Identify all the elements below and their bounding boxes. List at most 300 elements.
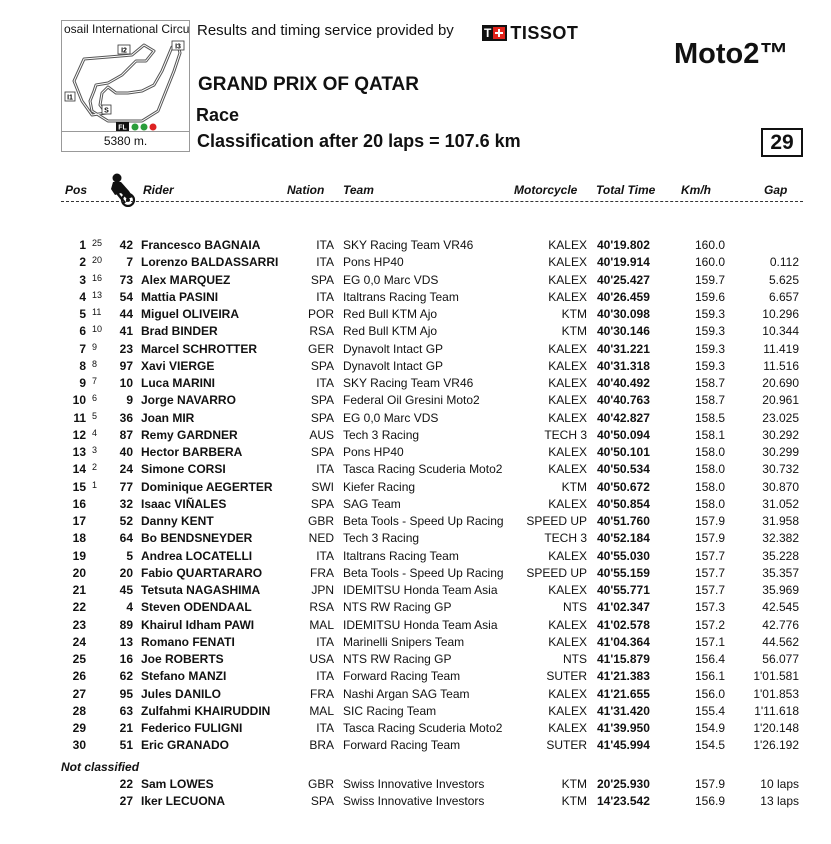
cell-moto: KALEX [548,255,587,270]
cell-speed: 158.0 [694,479,725,494]
cell-nat: SWI [311,479,334,494]
cell-nat: ITA [316,669,334,684]
cell-speed: 158.1 [694,427,725,442]
cell-speed: 160.0 [694,238,725,252]
cell-num: 42 [119,238,133,252]
cell-time: 40'26.459 [597,289,650,304]
cell-num: 51 [119,738,133,753]
cell-moto: KALEX [548,358,587,373]
cell-gap: 10.296 [762,307,799,321]
cell-num: 4 [126,600,133,615]
cell-num: 41 [119,324,133,339]
cell-grid: 8 [92,358,98,369]
cell-nat: SPA [310,496,334,511]
cell-team: SAG Team [343,496,401,511]
cell-nat: FRA [310,686,334,701]
cell-time: 40'50.672 [597,479,650,494]
cell-grid: 6 [92,393,98,404]
table-row [0,720,831,737]
table-row [0,565,831,582]
cell-name: Steven ODENDAAL [141,600,252,615]
cell-moto: SUTER [546,669,587,684]
cell-time: 41'31.420 [597,703,650,718]
cell-pos: 21 [72,583,86,597]
cell-moto: KALEX [548,393,587,408]
cell-time: 40'40.492 [597,376,650,390]
sector-marker: I1 [67,94,73,102]
green-light-icon [132,124,139,131]
table-row [0,634,831,651]
cell-gap: 20.690 [762,376,799,390]
cell-moto: KALEX [548,634,587,649]
cell-gap: 56.077 [762,652,799,666]
cell-name: Joe ROBERTS [141,652,224,666]
table-row [0,737,831,754]
cell-team: NTS RW Racing GP [343,600,452,615]
cell-pos: 16 [72,496,86,511]
cell-gap: 0.112 [769,255,799,270]
cell-speed: 158.7 [694,393,725,408]
cell-time: 40'50.534 [597,462,650,477]
cell-name: Lorenzo BALDASSARRI [141,255,279,270]
cell-gap: 35.228 [762,548,799,563]
cell-team: Marinelli Snipers Team [343,634,465,649]
cell-nat: ITA [316,238,334,252]
cell-nat: ITA [316,462,334,477]
cell-name: Francesco BAGNAIA [141,238,261,252]
cell-moto: KALEX [548,548,587,563]
header-nation: Nation [287,183,325,197]
cell-team: Nashi Argan SAG Team [343,686,470,701]
cell-time: 40'42.827 [597,410,650,425]
cell-team: IDEMITSU Honda Team Asia [343,617,498,632]
cell-name: Miguel OLIVEIRA [141,307,240,321]
cell-moto: KALEX [548,341,587,356]
cell-moto: KALEX [548,376,587,390]
cell-nat: GER [307,341,334,356]
table-row [0,410,831,427]
cell-name: Tetsuta NAGASHIMA [141,583,261,597]
header-pos: Pos [65,183,88,197]
cell-num: 13 [119,634,133,649]
cell-num: 63 [119,703,133,718]
cell-gap: 10.344 [762,324,799,339]
cell-time: 20'25.930 [597,777,650,791]
cell-nat: JPN [311,583,334,597]
cell-gap: 23.025 [762,410,799,425]
cell-grid: 20 [92,255,103,266]
cell-speed: 159.3 [694,307,725,321]
cell-gap: 30.732 [762,462,799,477]
cell-time: 41'39.950 [597,721,650,735]
cell-moto: KALEX [548,462,587,477]
table-row [0,358,831,375]
cell-num: 77 [119,479,133,494]
cell-moto: KALEX [548,583,587,597]
cell-time: 40'19.802 [597,238,650,252]
cell-num: 32 [119,496,133,511]
cell-name: Zulfahmi KHAIRUDDIN [141,703,271,718]
cell-num: 22 [119,777,133,791]
cell-gap: 30.292 [762,427,799,442]
cell-pos: 17 [72,514,86,528]
cell-grid: 5 [92,410,98,421]
cell-time: 40'30.098 [597,307,650,321]
cell-gap: 30.870 [762,479,799,494]
cell-gap: 35.969 [762,583,799,597]
table-row [0,703,831,720]
cell-grid: 2 [92,462,98,473]
cell-time: 40'51.760 [597,514,650,528]
cell-pos: 20 [72,565,86,580]
cell-team: Dynavolt Intact GP [343,358,444,373]
cell-team: Red Bull KTM Ajo [343,307,438,321]
cell-name: Romano FENATI [141,634,235,649]
cell-name: Stefano MANZI [141,669,227,684]
cell-team: Federal Oil Gresini Moto2 [343,393,480,408]
cell-pos: 15 [72,479,86,494]
cell-nat: SPA [310,410,334,425]
cell-gap: 42.776 [762,617,799,632]
cell-moto: KTM [561,479,587,494]
cell-num: 16 [119,652,133,666]
cell-speed: 157.7 [694,565,725,580]
cell-gap: 6.657 [768,289,799,304]
cell-time: 41'21.383 [597,669,650,684]
circuit-name: osail International Circu [64,22,190,36]
cell-team: EG 0,0 Marc VDS [343,410,439,425]
table-row [0,776,831,793]
green-light-icon [141,124,148,131]
cell-pos: 5 [79,307,86,321]
cell-time: 40'55.030 [597,548,650,563]
cell-gap: 31.958 [762,514,799,528]
cell-speed: 158.0 [694,445,725,459]
cell-moto: KALEX [548,289,587,304]
cell-grid: 1 [92,479,98,490]
cell-time: 41'45.994 [597,738,650,753]
cell-team: Tech 3 Racing [343,427,420,442]
cell-pos: 2 [79,255,86,270]
cell-team: Dynavolt Intact GP [343,341,444,356]
cell-speed: 158.7 [694,376,725,390]
cell-name: Alex MARQUEZ [141,272,231,287]
cell-moto: KTM [561,794,587,809]
cell-speed: 160.0 [694,255,725,270]
cell-speed: 159.7 [694,272,725,287]
cell-time: 40'55.159 [597,565,650,580]
cell-name: Dominique AEGERTER [141,479,273,494]
table-row [0,461,831,478]
cell-nat: SPA [310,272,334,287]
cell-name: Fabio QUARTARARO [141,565,263,580]
sector-marker: I2 [121,47,127,55]
cell-name: Jorge NAVARRO [141,393,236,408]
cell-time: 40'30.146 [597,324,650,339]
start-marker: S [104,107,109,115]
cell-moto: TECH 3 [544,531,587,546]
event-title: GRAND PRIX OF QATAR [198,74,419,95]
cell-name: Federico FULIGNI [141,721,243,735]
cell-gap: 31.052 [762,496,799,511]
table-row [0,793,831,810]
cell-name: Andrea LOCATELLI [141,548,253,563]
cell-nat: GBR [307,777,334,791]
cell-pos: 10 [72,393,86,408]
cell-time: 40'40.763 [597,393,650,408]
cell-moto: TECH 3 [544,427,587,442]
cell-time: 41'15.879 [597,652,650,666]
table-row [0,513,831,530]
cell-team: SKY Racing Team VR46 [343,376,474,390]
cell-team: Forward Racing Team [343,669,461,684]
cell-name: Khairul Idham PAWI [141,617,255,632]
table-row [0,289,831,306]
cell-name: Isaac VIÑALES [141,496,227,511]
cell-time: 40'55.771 [597,583,650,597]
cell-speed: 157.9 [694,777,725,791]
cell-team: SIC Racing Team [343,703,437,718]
cell-nat: ITA [316,376,334,390]
cell-speed: 159.3 [694,324,725,339]
cell-speed: 158.0 [694,462,725,477]
cell-pos: 6 [79,324,86,339]
cell-speed: 157.7 [694,583,725,597]
cell-moto: SUTER [546,738,587,753]
table-row [0,686,831,703]
cell-nat: RSA [309,324,334,339]
cell-name: Marcel SCHROTTER [141,341,258,356]
cell-pos: 30 [72,738,86,753]
cell-grid: 10 [92,324,103,335]
page-number: 29 [761,128,803,157]
cell-pos: 12 [72,427,86,442]
cell-name: Iker LECUONA [141,794,226,809]
session-title: Race [196,105,240,125]
cell-speed: 157.9 [694,531,725,546]
cell-time: 40'50.094 [597,427,650,442]
cell-gap: 44.562 [762,634,799,649]
cell-team: Italtrans Racing Team [343,289,459,304]
cell-name: Remy GARDNER [141,427,238,442]
cell-pos: 13 [72,445,86,459]
table-row [0,548,831,565]
cell-nat: ITA [316,255,334,270]
sponsor-logo [482,24,578,42]
table-row [0,530,831,547]
cell-grid: 13 [92,289,103,300]
cell-time: 40'50.854 [597,496,650,511]
cell-pos: 27 [72,686,86,701]
cell-pos: 4 [79,289,86,304]
cell-speed: 157.3 [694,600,725,615]
cell-nat: AUS [309,427,334,442]
cell-moto: KALEX [548,445,587,459]
header-rider: Rider [143,183,174,197]
cell-time: 41'02.347 [597,600,650,615]
header-divider [61,201,803,202]
cell-time: 14'23.542 [597,794,650,809]
cell-moto: KALEX [548,686,587,701]
cell-team: Swiss Innovative Investors [343,794,485,809]
cell-nat: NED [308,531,334,546]
cell-gap: 20.961 [762,393,799,408]
table-row [0,599,831,616]
cell-grid: 7 [92,376,98,386]
cell-name: Sam LOWES [141,777,214,791]
cell-team: Tasca Racing Scuderia Moto2 [343,721,503,735]
swiss-cross-icon [493,27,505,39]
cell-pos: 28 [72,703,86,718]
table-row [0,582,831,599]
table-row [0,254,831,271]
cell-num: 97 [119,358,133,373]
cell-grid: 11 [92,307,102,317]
cell-speed: 157.7 [694,548,725,563]
cell-team: Tasca Racing Scuderia Moto2 [343,462,503,477]
cell-num: 10 [119,376,133,390]
cell-nat: RSA [309,600,334,615]
circuit-length: 5380 m. [61,132,190,152]
cell-time: 40'31.318 [597,358,650,373]
cell-gap: 13 laps [760,794,799,809]
cell-gap: 1'01.853 [753,686,799,701]
cell-moto: KTM [561,777,587,791]
cell-moto: NTS [563,652,587,666]
cell-nat: USA [309,652,334,666]
cell-num: 64 [119,531,133,546]
classification-title: Classification after 20 laps = 107.6 km [197,131,521,151]
cell-num: 36 [119,410,133,425]
cell-num: 52 [119,514,133,528]
table-row [0,237,831,254]
cell-nat: ITA [316,289,334,304]
header-gap: Gap [764,183,788,197]
cell-pos: 26 [72,669,86,684]
cell-speed: 159.3 [694,341,725,356]
cell-num: 95 [119,686,133,701]
cell-team: Pons HP40 [343,445,404,459]
cell-speed: 156.9 [694,794,725,809]
table-row [0,668,831,685]
cell-speed: 155.4 [694,703,725,718]
cell-moto: KALEX [548,496,587,511]
cell-pos: 19 [72,548,86,563]
cell-gap: 1'01.581 [753,669,799,684]
cell-time: 40'31.221 [597,341,650,356]
cell-pos: 22 [72,600,86,615]
cell-team: Forward Racing Team [343,738,461,753]
cell-speed: 159.3 [694,358,725,373]
cell-pos: 1 [79,238,86,252]
cell-team: Beta Tools - Speed Up Racing [343,565,504,580]
cell-num: 87 [119,427,133,442]
cell-nat: ITA [316,634,334,649]
cell-team: IDEMITSU Honda Team Asia [343,583,498,597]
cell-nat: FRA [310,565,334,580]
table-row [0,617,831,634]
cell-pos: 9 [79,376,86,390]
red-light-icon [150,124,157,131]
cell-gap: 1'20.148 [753,721,799,735]
cell-num: 21 [119,721,133,735]
finish-line-marker: FL [118,124,127,132]
not-classified-label: Not classified [61,760,140,774]
cell-time: 41'21.655 [597,686,650,701]
cell-num: 24 [119,462,133,477]
header-total-time: Total Time [596,183,656,197]
cell-time: 41'04.364 [597,634,650,649]
cell-team: Swiss Innovative Investors [343,777,485,791]
cell-name: Hector BARBERA [141,445,243,459]
table-row [0,323,831,340]
cell-time: 40'50.101 [597,445,650,459]
cell-nat: SPA [310,445,334,459]
cell-speed: 159.6 [694,289,725,304]
cell-team: Red Bull KTM Ajo [343,324,438,339]
cell-pos: 24 [72,634,86,649]
cell-gap: 35.357 [762,565,799,580]
cell-speed: 154.5 [694,738,725,753]
table-row [0,444,831,461]
cell-gap: 10 laps [760,777,799,791]
cell-name: Brad BINDER [141,324,218,339]
cell-speed: 157.1 [694,634,725,649]
cell-moto: NTS [563,600,587,615]
cell-num: 20 [119,565,133,580]
table-row [0,392,831,409]
table-row [0,651,831,668]
cell-num: 45 [119,583,133,597]
cell-pos: 14 [72,462,86,477]
cell-num: 54 [119,289,133,304]
table-row [0,496,831,513]
cell-speed: 158.5 [694,410,725,425]
cell-num: 27 [119,794,133,809]
cell-speed: 154.9 [694,721,725,735]
cell-num: 7 [126,255,133,270]
cell-name: Joan MIR [141,410,195,425]
cell-time: 40'19.914 [597,255,650,270]
cell-name: Eric GRANADO [141,738,230,753]
cell-name: Simone CORSI [141,462,226,477]
cell-moto: KALEX [548,703,587,718]
cell-name: Mattia PASINI [141,289,219,304]
cell-num: 9 [126,393,133,408]
cell-gap: 30.299 [762,445,799,459]
cell-gap: 1'26.192 [753,738,799,753]
cell-time: 41'02.578 [597,617,650,632]
cell-nat: POR [307,307,334,321]
cell-gap: 1'11.618 [754,703,799,718]
cell-num: 44 [119,307,133,321]
cell-team: Beta Tools - Speed Up Racing [343,514,504,528]
cell-nat: ITA [316,548,334,563]
cell-pos: 23 [72,617,86,632]
cell-pos: 29 [72,721,86,735]
table-row [0,375,831,392]
cell-grid: 3 [92,445,98,455]
header-team: Team [343,183,374,197]
cell-name: Bo BENDSNEYDER [141,531,253,546]
cell-num: 40 [119,445,133,459]
cell-speed: 157.2 [694,617,725,632]
cell-num: 62 [119,669,133,684]
cell-gap: 32.382 [762,531,799,546]
cell-team: Pons HP40 [343,255,404,270]
cell-team: Italtrans Racing Team [343,548,459,563]
cell-moto: SPEED UP [526,514,587,528]
